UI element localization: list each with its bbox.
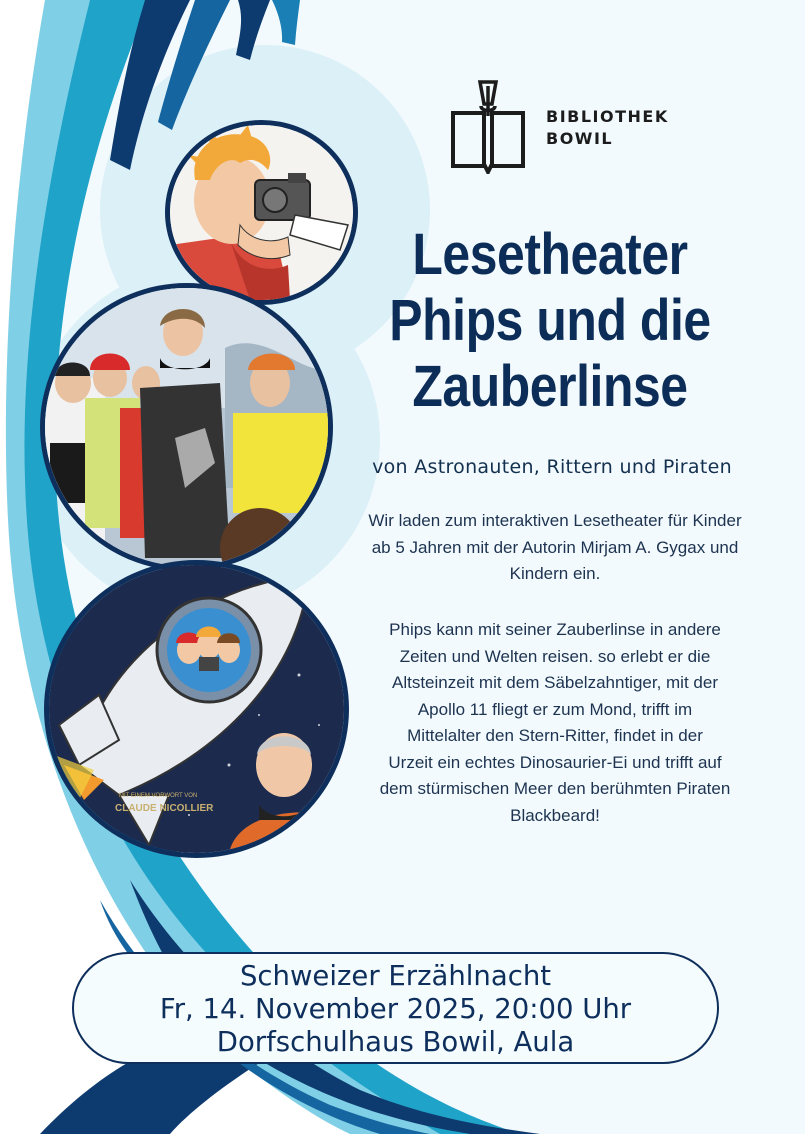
event-location: Dorfschulhaus Bowil, Aula (216, 1026, 575, 1058)
paragraph2-line7: dem stürmischen Meer den berühmten Piraten (379, 779, 731, 798)
paragraph1-line3: Kindern ein. (509, 564, 601, 583)
comic-illustration-photo (165, 120, 358, 305)
event-details-box (72, 952, 719, 1064)
book-cover-foreword-line1: MIT EINEM VORWORT VON (119, 793, 198, 799)
book-icon (448, 76, 528, 174)
event-name: Schweizer Erzählnacht (239, 960, 552, 992)
paragraph2-line1: Phips kann mit seiner Zauberlinse in andere (389, 620, 721, 639)
library-name-line1: BIBLIOTHEK (546, 107, 669, 126)
event-date-time: Fr, 14. November 2025, 20:00 Uhr (159, 993, 632, 1025)
book-cover-foreword-line2: CLAUDE NICOLLIER (115, 803, 214, 814)
paragraph2-line6: Urzeit ein echtes Dinosaurier-Ei und trifft auf (388, 752, 722, 772)
paragraph2-line2: Zeiten und Welten reisen. so erlebt er die (399, 646, 711, 666)
paragraph2-line8: Blackbeard! (510, 805, 600, 825)
paragraph2-line3: Altsteinzeit mit dem Säbelzahntiger, mit der (392, 673, 718, 692)
library-name-line2: BOWIL (546, 129, 614, 148)
book-cover-photo (44, 560, 349, 858)
paragraph2-line5: Mittelalter den Stern-Ritter, findet in der (407, 726, 703, 745)
event-title (361, 222, 739, 420)
story-paragraph (335, 617, 775, 829)
event-subtitle: von Astronauten, Rittern und Piraten (372, 456, 732, 478)
paragraph1-line1: Wir laden zum interaktiven Lesetheater für Kinder (368, 511, 742, 530)
library-name (546, 106, 669, 150)
invitation-paragraph (335, 508, 775, 588)
title-line3: Zauberlinse (412, 354, 688, 419)
paragraph1-line2: ab 5 Jahren mit der Autorin Mirjam A. Gygax und (371, 537, 739, 557)
title-line2: Phips und die (389, 288, 711, 353)
reading-theater-photo (40, 283, 333, 571)
paragraph2-line4: Apollo 11 fliegt er zum Mond, trifft im (417, 699, 693, 719)
title-line1: Lesetheater (412, 222, 688, 287)
library-logo (448, 76, 688, 174)
